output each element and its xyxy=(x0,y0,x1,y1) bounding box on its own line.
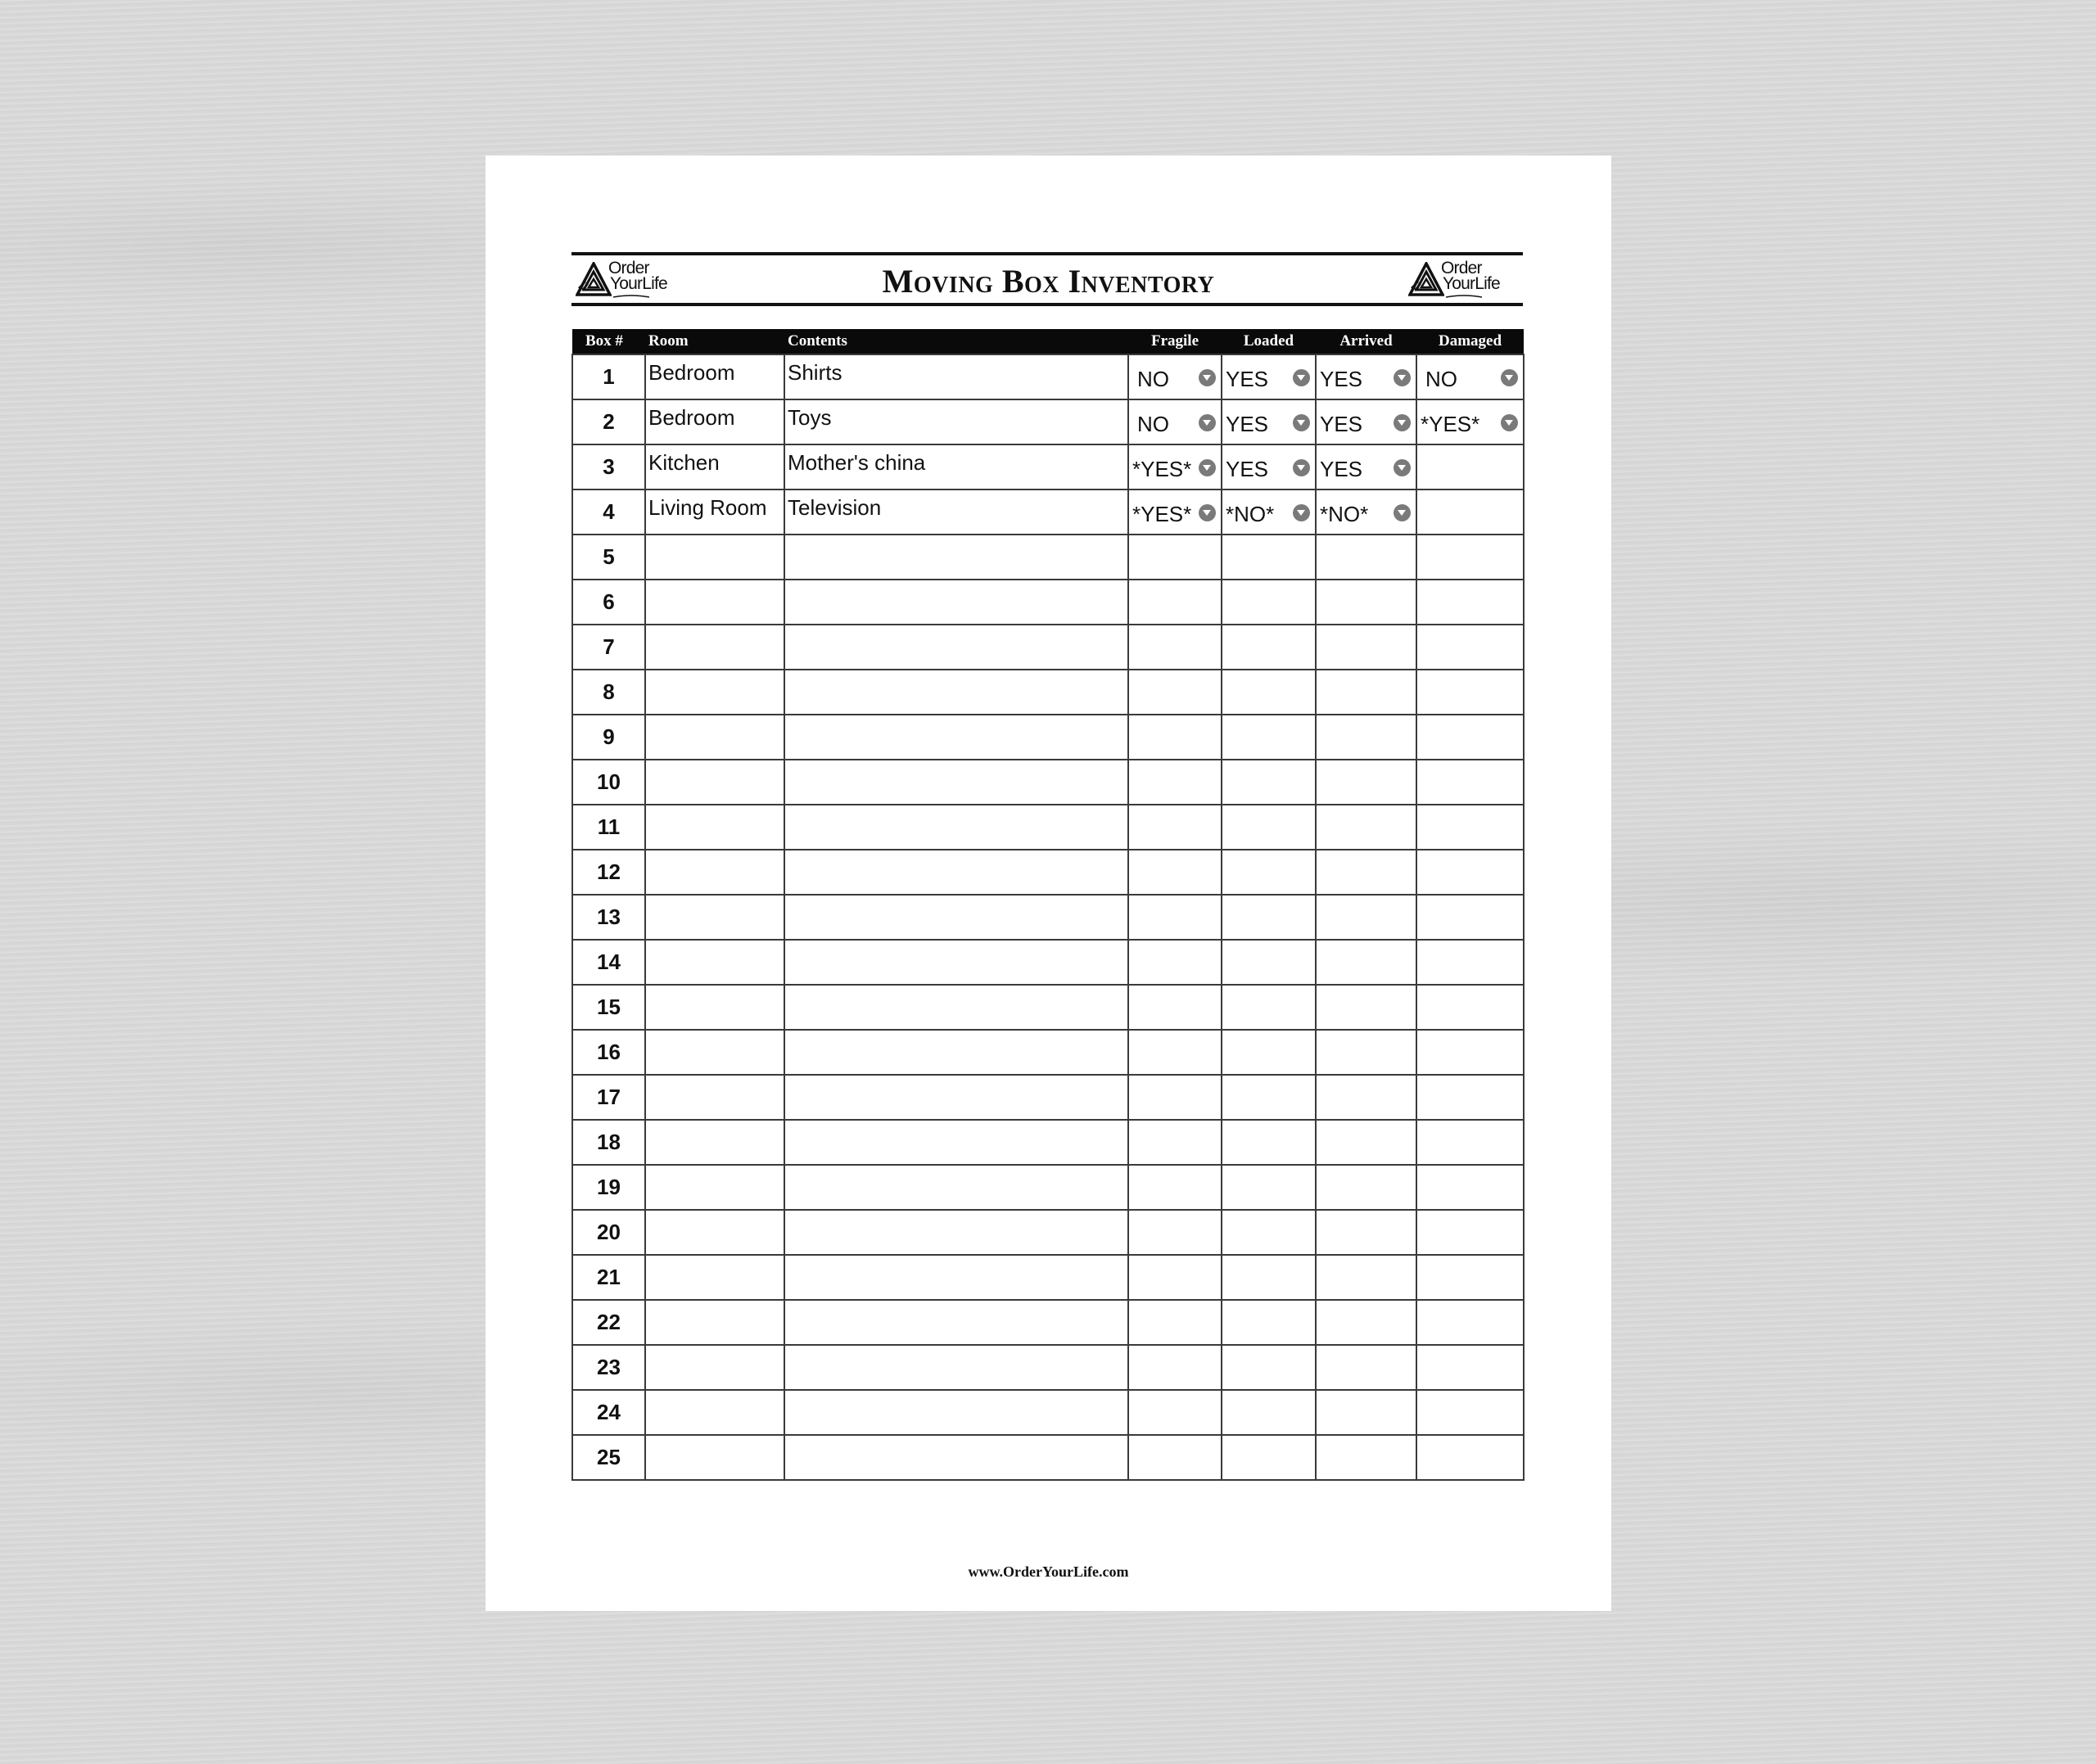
table-row xyxy=(572,535,1524,580)
room-cell[interactable] xyxy=(645,535,784,580)
table-row xyxy=(572,1390,1524,1435)
box-number: 2 xyxy=(603,409,615,434)
box-number: 21 xyxy=(597,1265,621,1289)
chevron-down-icon[interactable] xyxy=(1501,414,1518,431)
box-number: 12 xyxy=(597,859,621,884)
table-row xyxy=(572,1075,1524,1120)
table-row xyxy=(572,940,1524,985)
loaded-cell[interactable] xyxy=(1222,760,1316,805)
arrived-cell[interactable] xyxy=(1316,850,1416,895)
fragile-dropdown[interactable] xyxy=(1128,399,1222,444)
table-row xyxy=(572,895,1524,940)
room-cell[interactable] xyxy=(645,895,784,940)
arrived-cell[interactable] xyxy=(1316,1255,1416,1300)
loaded-cell[interactable] xyxy=(1222,940,1316,985)
room-cell[interactable] xyxy=(645,670,784,715)
arrived-cell[interactable] xyxy=(1316,985,1416,1030)
contents-cell[interactable] xyxy=(784,399,1128,444)
arrived-dropdown[interactable] xyxy=(1316,444,1416,489)
table-row xyxy=(572,760,1524,805)
fragile-cell[interactable] xyxy=(1128,895,1222,940)
loaded-cell[interactable] xyxy=(1222,1210,1316,1255)
loaded-cell[interactable] xyxy=(1222,625,1316,670)
box-number: 17 xyxy=(597,1085,621,1109)
arrived-cell[interactable] xyxy=(1316,715,1416,760)
logo-right xyxy=(1408,260,1523,300)
box-number-cell xyxy=(572,1390,645,1435)
logo-text-order: Order xyxy=(608,259,649,277)
room-cell[interactable] xyxy=(645,760,784,805)
box-number: 16 xyxy=(597,1040,621,1064)
arrived-cell[interactable] xyxy=(1316,1165,1416,1210)
box-number-cell xyxy=(572,1030,645,1075)
contents-cell[interactable] xyxy=(784,489,1128,535)
arrived-cell[interactable] xyxy=(1316,1075,1416,1120)
loaded-cell[interactable] xyxy=(1222,1435,1316,1480)
contents-cell[interactable] xyxy=(784,1030,1128,1075)
fragile-cell[interactable] xyxy=(1128,1120,1222,1165)
room-value: Living Room xyxy=(648,495,767,520)
column-header-arrived: Arrived xyxy=(1316,329,1416,354)
loaded-cell[interactable] xyxy=(1222,1300,1316,1345)
contents-cell[interactable] xyxy=(784,1120,1128,1165)
damaged-value: *YES* xyxy=(1421,412,1480,436)
box-number-cell xyxy=(572,940,645,985)
damaged-dropdown[interactable] xyxy=(1416,354,1524,399)
box-number-cell xyxy=(572,1165,645,1210)
box-number: 18 xyxy=(597,1130,621,1154)
arrived-cell[interactable] xyxy=(1316,1030,1416,1075)
room-cell[interactable] xyxy=(645,354,784,399)
table-row xyxy=(572,1210,1524,1255)
damaged-cell[interactable] xyxy=(1416,625,1524,670)
loaded-cell[interactable] xyxy=(1222,670,1316,715)
loaded-dropdown[interactable] xyxy=(1222,444,1316,489)
box-number-cell xyxy=(572,1120,645,1165)
contents-cell[interactable] xyxy=(784,580,1128,625)
fragile-cell[interactable] xyxy=(1128,535,1222,580)
room-cell[interactable] xyxy=(645,399,784,444)
damaged-cell[interactable] xyxy=(1416,1345,1524,1390)
chevron-down-icon[interactable] xyxy=(1394,459,1411,476)
contents-cell[interactable] xyxy=(784,760,1128,805)
damaged-cell[interactable] xyxy=(1416,535,1524,580)
fragile-dropdown[interactable] xyxy=(1128,489,1222,535)
room-cell[interactable] xyxy=(645,1345,784,1390)
chevron-down-icon[interactable] xyxy=(1199,504,1216,521)
room-cell[interactable] xyxy=(645,580,784,625)
fragile-cell[interactable] xyxy=(1128,625,1222,670)
contents-cell[interactable] xyxy=(784,354,1128,399)
fragile-value: NO xyxy=(1137,412,1169,436)
box-number-cell xyxy=(572,850,645,895)
box-number: 5 xyxy=(603,544,615,569)
damaged-cell[interactable] xyxy=(1416,1075,1524,1120)
arrived-value: YES xyxy=(1320,367,1363,391)
damaged-cell[interactable] xyxy=(1416,1255,1524,1300)
loaded-cell[interactable] xyxy=(1222,1075,1316,1120)
loaded-cell[interactable] xyxy=(1222,895,1316,940)
contents-value: Shirts xyxy=(788,360,842,385)
box-number: 15 xyxy=(597,995,621,1019)
contents-cell[interactable] xyxy=(784,940,1128,985)
box-number-cell xyxy=(572,444,645,489)
contents-cell[interactable] xyxy=(784,1345,1128,1390)
logo-text-yourlife: YourLife xyxy=(610,274,667,293)
fragile-cell[interactable] xyxy=(1128,805,1222,850)
box-number: 1 xyxy=(603,364,615,389)
damaged-cell[interactable] xyxy=(1416,805,1524,850)
column-header-damaged: Damaged xyxy=(1416,329,1524,354)
box-number-cell xyxy=(572,760,645,805)
fragile-cell[interactable] xyxy=(1128,1255,1222,1300)
fragile-cell[interactable] xyxy=(1128,1030,1222,1075)
room-cell[interactable] xyxy=(645,1030,784,1075)
fragile-cell[interactable] xyxy=(1128,1300,1222,1345)
table-row xyxy=(572,625,1524,670)
contents-cell[interactable] xyxy=(784,1210,1128,1255)
box-number: 7 xyxy=(603,634,615,659)
box-number-cell xyxy=(572,354,645,399)
room-value: Kitchen xyxy=(648,450,720,475)
loaded-value: YES xyxy=(1226,367,1269,391)
contents-cell[interactable] xyxy=(784,625,1128,670)
printable-page xyxy=(486,156,1611,1611)
column-header-loaded: Loaded xyxy=(1222,329,1316,354)
loaded-cell[interactable] xyxy=(1222,805,1316,850)
room-cell[interactable] xyxy=(645,444,784,489)
box-number: 19 xyxy=(597,1175,621,1199)
box-number-cell xyxy=(572,715,645,760)
damaged-cell[interactable] xyxy=(1416,850,1524,895)
room-cell[interactable] xyxy=(645,985,784,1030)
arrived-cell[interactable] xyxy=(1316,535,1416,580)
box-number: 9 xyxy=(603,724,615,749)
table-row xyxy=(572,1030,1524,1075)
contents-cell[interactable] xyxy=(784,715,1128,760)
fragile-cell[interactable] xyxy=(1128,715,1222,760)
damaged-cell[interactable] xyxy=(1416,1030,1524,1075)
damaged-cell[interactable] xyxy=(1416,940,1524,985)
room-value: Bedroom xyxy=(648,360,735,385)
damaged-cell[interactable] xyxy=(1416,760,1524,805)
page-title: Moving Box Inventory xyxy=(882,263,1215,300)
box-number-cell xyxy=(572,805,645,850)
fragile-value: *YES* xyxy=(1132,457,1192,481)
box-number-cell xyxy=(572,580,645,625)
fragile-cell[interactable] xyxy=(1128,1075,1222,1120)
fragile-cell[interactable] xyxy=(1128,760,1222,805)
arrived-cell[interactable] xyxy=(1316,1210,1416,1255)
arrived-cell[interactable] xyxy=(1316,1120,1416,1165)
loaded-cell[interactable] xyxy=(1222,580,1316,625)
loaded-value: YES xyxy=(1226,412,1269,436)
fragile-cell[interactable] xyxy=(1128,1390,1222,1435)
column-header-room: Room xyxy=(645,329,784,354)
table-row xyxy=(572,670,1524,715)
fragile-cell[interactable] xyxy=(1128,985,1222,1030)
damaged-cell[interactable] xyxy=(1416,895,1524,940)
chevron-down-icon[interactable] xyxy=(1293,459,1310,476)
damaged-cell[interactable] xyxy=(1416,580,1524,625)
box-number: 13 xyxy=(597,905,621,929)
loaded-cell[interactable] xyxy=(1222,1030,1316,1075)
box-number-cell xyxy=(572,399,645,444)
arrived-cell[interactable] xyxy=(1316,625,1416,670)
arrived-dropdown[interactable] xyxy=(1316,489,1416,535)
chevron-down-icon[interactable] xyxy=(1394,369,1411,386)
box-number-cell xyxy=(572,1345,645,1390)
table-row xyxy=(572,1345,1524,1390)
contents-value: Television xyxy=(788,495,882,520)
table-row xyxy=(572,1255,1524,1300)
footer-website: www.OrderYourLife.com xyxy=(968,1563,1129,1580)
table-row xyxy=(572,444,1524,489)
arrived-cell[interactable] xyxy=(1316,1390,1416,1435)
contents-value: Mother's china xyxy=(788,450,926,475)
damaged-cell[interactable] xyxy=(1416,1210,1524,1255)
table-row xyxy=(572,1120,1524,1165)
table-row xyxy=(572,805,1524,850)
arrived-cell[interactable] xyxy=(1316,760,1416,805)
fragile-value: *YES* xyxy=(1132,502,1192,526)
box-number: 20 xyxy=(597,1220,621,1244)
logo-swoosh xyxy=(1446,295,1482,298)
damaged-cell[interactable] xyxy=(1416,670,1524,715)
contents-cell[interactable] xyxy=(784,1165,1128,1210)
room-cell[interactable] xyxy=(645,489,784,535)
chevron-down-icon[interactable] xyxy=(1394,414,1411,431)
chevron-down-icon[interactable] xyxy=(1293,414,1310,431)
loaded-cell[interactable] xyxy=(1222,535,1316,580)
fragile-value: NO xyxy=(1137,367,1169,391)
loaded-cell[interactable] xyxy=(1222,715,1316,760)
box-number-cell xyxy=(572,895,645,940)
box-number-cell xyxy=(572,1255,645,1300)
arrived-cell[interactable] xyxy=(1316,805,1416,850)
triangle-maze-logo-icon xyxy=(1408,262,1444,298)
contents-cell[interactable] xyxy=(784,670,1128,715)
fragile-cell[interactable] xyxy=(1128,850,1222,895)
table-row xyxy=(572,1435,1524,1480)
box-number: 25 xyxy=(597,1445,621,1469)
arrived-cell[interactable] xyxy=(1316,580,1416,625)
box-number-cell xyxy=(572,1300,645,1345)
box-number-cell xyxy=(572,625,645,670)
room-cell[interactable] xyxy=(645,625,784,670)
room-cell[interactable] xyxy=(645,1300,784,1345)
table-row xyxy=(572,580,1524,625)
box-number: 23 xyxy=(597,1355,621,1379)
box-number-cell xyxy=(572,535,645,580)
arrived-cell[interactable] xyxy=(1316,1300,1416,1345)
fragile-cell[interactable] xyxy=(1128,1165,1222,1210)
loaded-cell[interactable] xyxy=(1222,850,1316,895)
chevron-down-icon[interactable] xyxy=(1199,414,1216,431)
box-number: 10 xyxy=(597,769,621,794)
damaged-cell[interactable] xyxy=(1416,1435,1524,1480)
room-cell[interactable] xyxy=(645,850,784,895)
table-row xyxy=(572,1165,1524,1210)
arrived-value: YES xyxy=(1320,457,1363,481)
loaded-value: YES xyxy=(1226,457,1269,481)
room-cell[interactable] xyxy=(645,1075,784,1120)
loaded-cell[interactable] xyxy=(1222,1165,1316,1210)
chevron-down-icon[interactable] xyxy=(1501,369,1518,386)
table-row xyxy=(572,354,1524,399)
loaded-cell[interactable] xyxy=(1222,1345,1316,1390)
arrived-cell[interactable] xyxy=(1316,1435,1416,1480)
damaged-cell[interactable] xyxy=(1416,444,1524,489)
table-row xyxy=(572,985,1524,1030)
column-header-box-number: Box # xyxy=(572,329,645,354)
damaged-cell[interactable] xyxy=(1416,1300,1524,1345)
contents-cell[interactable] xyxy=(784,850,1128,895)
arrived-value: YES xyxy=(1320,412,1363,436)
room-cell[interactable] xyxy=(645,1435,784,1480)
table-row xyxy=(572,1300,1524,1345)
arrived-cell[interactable] xyxy=(1316,670,1416,715)
contents-cell[interactable] xyxy=(784,535,1128,580)
chevron-down-icon[interactable] xyxy=(1293,504,1310,521)
logo-text-yourlife: YourLife xyxy=(1443,274,1500,293)
contents-cell[interactable] xyxy=(784,1390,1128,1435)
header-top-rule xyxy=(571,252,1523,255)
inventory-table xyxy=(571,329,1525,1481)
table-row xyxy=(572,715,1524,760)
header-bottom-rule xyxy=(571,303,1523,306)
damaged-dropdown[interactable] xyxy=(1416,399,1524,444)
arrived-cell[interactable] xyxy=(1316,895,1416,940)
box-number: 14 xyxy=(597,950,621,974)
box-number-cell xyxy=(572,985,645,1030)
box-number-cell xyxy=(572,489,645,535)
contents-cell[interactable] xyxy=(784,444,1128,489)
room-cell[interactable] xyxy=(645,1390,784,1435)
fragile-cell[interactable] xyxy=(1128,670,1222,715)
box-number-cell xyxy=(572,670,645,715)
chevron-down-icon[interactable] xyxy=(1394,504,1411,521)
chevron-down-icon[interactable] xyxy=(1293,369,1310,386)
table-row xyxy=(572,850,1524,895)
room-cell[interactable] xyxy=(645,1255,784,1300)
loaded-cell[interactable] xyxy=(1222,1390,1316,1435)
contents-cell[interactable] xyxy=(784,1300,1128,1345)
table-row xyxy=(572,489,1524,535)
box-number: 4 xyxy=(603,499,615,524)
table-header-row xyxy=(572,329,1524,354)
damaged-cell[interactable] xyxy=(1416,1390,1524,1435)
box-number-cell xyxy=(572,1075,645,1120)
loaded-cell[interactable] xyxy=(1222,1120,1316,1165)
column-header-fragile: Fragile xyxy=(1128,329,1222,354)
contents-cell[interactable] xyxy=(784,1435,1128,1480)
box-number-cell xyxy=(572,1210,645,1255)
arrived-cell[interactable] xyxy=(1316,940,1416,985)
chevron-down-icon[interactable] xyxy=(1199,459,1216,476)
logo-text-order: Order xyxy=(1441,259,1482,277)
room-cell[interactable] xyxy=(645,805,784,850)
box-number: 24 xyxy=(597,1400,621,1424)
box-number: 6 xyxy=(603,589,615,614)
loaded-dropdown[interactable] xyxy=(1222,399,1316,444)
damaged-cell[interactable] xyxy=(1416,489,1524,535)
contents-cell[interactable] xyxy=(784,1255,1128,1300)
room-cell[interactable] xyxy=(645,715,784,760)
fragile-cell[interactable] xyxy=(1128,1345,1222,1390)
loaded-cell[interactable] xyxy=(1222,985,1316,1030)
room-cell[interactable] xyxy=(645,940,784,985)
box-number: 22 xyxy=(597,1310,621,1334)
arrived-cell[interactable] xyxy=(1316,1345,1416,1390)
damaged-cell[interactable] xyxy=(1416,1120,1524,1165)
table-row xyxy=(572,399,1524,444)
fragile-cell[interactable] xyxy=(1128,1435,1222,1480)
damaged-cell[interactable] xyxy=(1416,715,1524,760)
arrived-value: *NO* xyxy=(1320,502,1369,526)
fragile-dropdown[interactable] xyxy=(1128,444,1222,489)
loaded-value: *NO* xyxy=(1226,502,1275,526)
room-cell[interactable] xyxy=(645,1165,784,1210)
damaged-cell[interactable] xyxy=(1416,1165,1524,1210)
arrived-dropdown[interactable] xyxy=(1316,399,1416,444)
contents-cell[interactable] xyxy=(784,1075,1128,1120)
loaded-dropdown[interactable] xyxy=(1222,489,1316,535)
room-cell[interactable] xyxy=(645,1210,784,1255)
room-cell[interactable] xyxy=(645,1120,784,1165)
contents-cell[interactable] xyxy=(784,985,1128,1030)
fragile-cell[interactable] xyxy=(1128,580,1222,625)
chevron-down-icon[interactable] xyxy=(1199,369,1216,386)
damaged-value: NO xyxy=(1425,367,1457,391)
loaded-dropdown[interactable] xyxy=(1222,354,1316,399)
loaded-cell[interactable] xyxy=(1222,1255,1316,1300)
box-number: 3 xyxy=(603,454,615,479)
contents-cell[interactable] xyxy=(784,895,1128,940)
contents-value: Toys xyxy=(788,405,832,430)
damaged-cell[interactable] xyxy=(1416,985,1524,1030)
column-header-contents: Contents xyxy=(784,329,1128,354)
arrived-dropdown[interactable] xyxy=(1316,354,1416,399)
fragile-cell[interactable] xyxy=(1128,1210,1222,1255)
contents-cell[interactable] xyxy=(784,805,1128,850)
box-number: 8 xyxy=(603,679,615,704)
room-value: Bedroom xyxy=(648,405,735,430)
box-number-cell xyxy=(572,1435,645,1480)
fragile-cell[interactable] xyxy=(1128,940,1222,985)
fragile-dropdown[interactable] xyxy=(1128,354,1222,399)
box-number: 11 xyxy=(597,814,621,839)
